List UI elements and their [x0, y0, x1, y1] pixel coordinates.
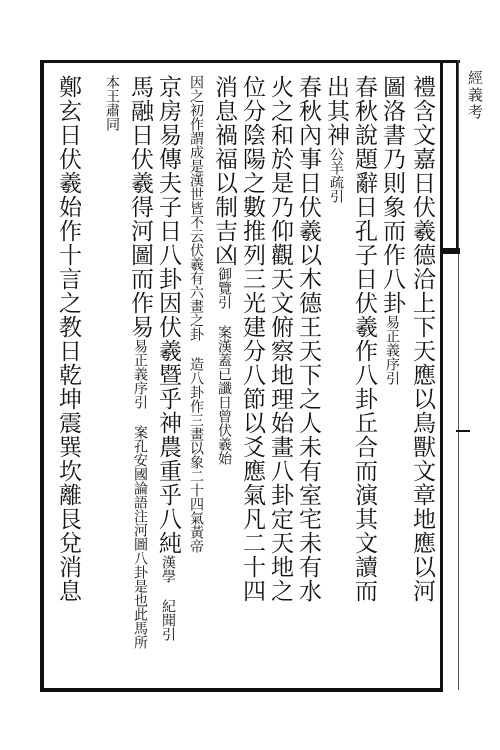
- text-column-12: [100, 75, 124, 131]
- frame-bottom-border: [40, 688, 442, 692]
- frame-top-border: [40, 60, 460, 63]
- column-note: 易正義序引 案孔安國論語注河圖八卦是也此馬所: [132, 339, 148, 649]
- column-note: 御覽引 案漢蓋已讖日曾伏羲始: [216, 267, 232, 465]
- text-column-13: 鄭玄日伏羲始作十言之教日乾坤震巽坎離艮兌消息: [55, 75, 81, 603]
- gutter-mark: [456, 430, 470, 432]
- text-column-5: 春秋內事日伏羲以木德王天下之人未有室宅未有水: [295, 75, 321, 603]
- column-note: 漢學 紀聞引: [160, 555, 176, 641]
- column-note: 易正義序引: [384, 315, 400, 385]
- column-note: 本王肅同: [104, 75, 120, 131]
- edge-title: 經義考: [466, 70, 484, 121]
- text-column-7: 位分陰陽之數推列三光建分八節以爻應氣凡二十四: [239, 75, 265, 603]
- text-column-10: 京房易傳夫子日八卦因伏羲暨乎神農重乎八純漢學 紀聞引: [155, 75, 181, 641]
- text-column-2: 圖洛書乃則象而作八卦易正義序引: [379, 75, 405, 385]
- gutter-line: [458, 60, 459, 690]
- frame-left-border: [40, 60, 44, 692]
- text-column-4: 出其神公羊疏引: [323, 75, 349, 203]
- text-column-3: 春秋說題辭日孔子日伏羲作八卦丘合而演其文讀而: [351, 75, 377, 603]
- column-note: 公羊疏引: [328, 147, 344, 203]
- text-column-11: 馬融日伏羲得河圖而作易易正義序引 案孔安國論語注河圖八卦是也此馬所: [127, 75, 153, 649]
- gutter-fish-tail: [440, 248, 460, 254]
- text-column-6: 火之和於是乃仰觀天文俯察地理始畫八卦定天地之: [267, 75, 293, 603]
- column-note: 因之初作謂成是漢世皆不云伏羲有六畫之卦 造八卦作三畫以象二十四氣黃帝: [188, 75, 204, 553]
- frame-right-border: [440, 60, 443, 692]
- text-column-8: 消息禍福以制吉凶御覽引 案漢蓋已讖日曾伏羲始: [211, 75, 237, 465]
- text-column-9: [184, 75, 208, 553]
- text-column-1: 禮含文嘉日伏羲德洽上下天應以鳥獸文章地應以河: [409, 75, 435, 603]
